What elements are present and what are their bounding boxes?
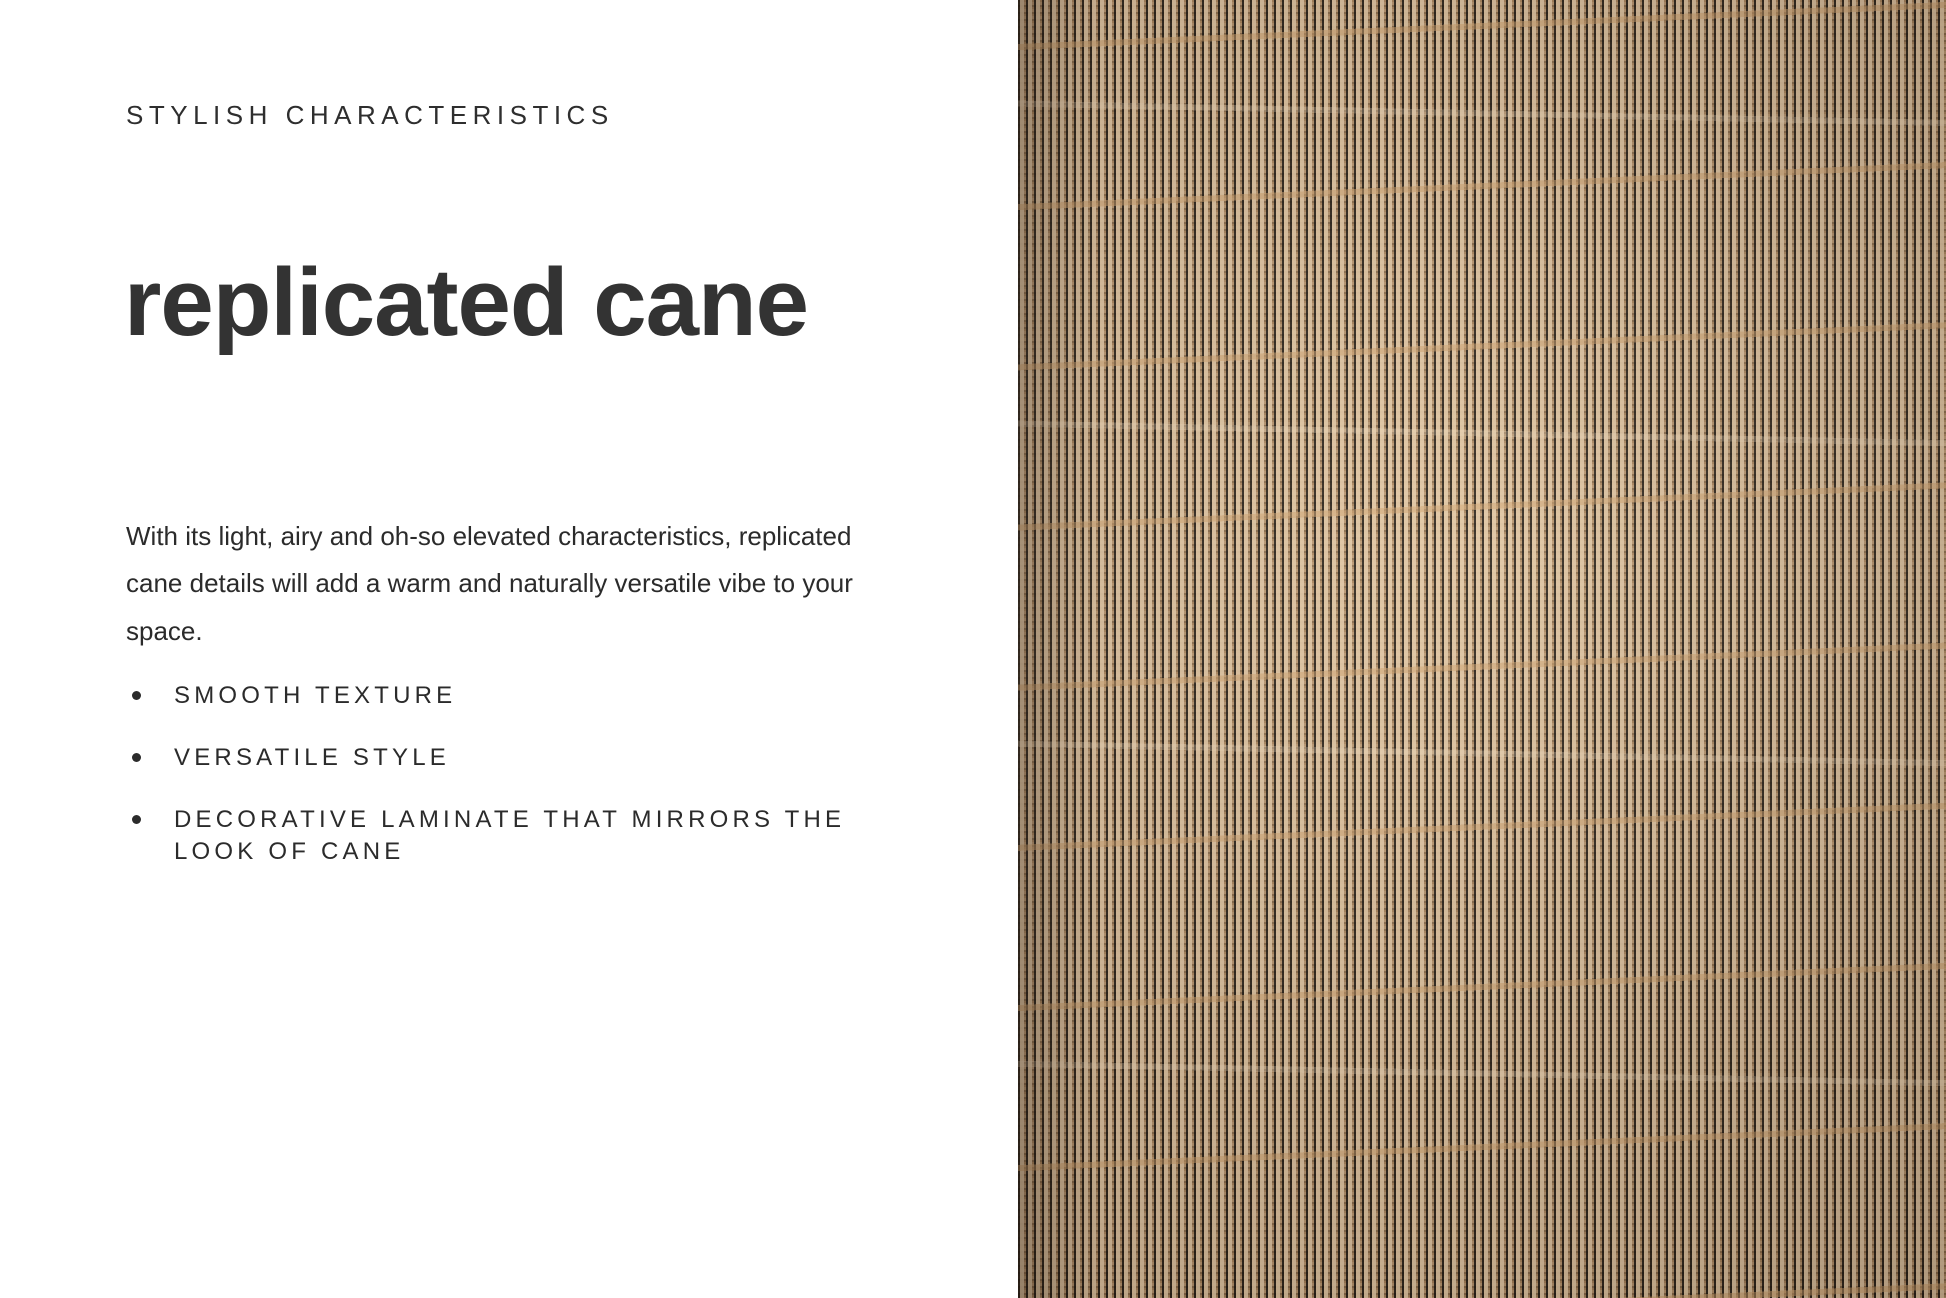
page-title: replicated cane <box>124 249 808 357</box>
eyebrow-label: STYLISH CHARACTERISTICS <box>126 100 614 130</box>
bullet-icon <box>132 815 141 824</box>
woven-cane-texture-photo <box>1018 0 1946 1298</box>
list-item <box>126 680 926 712</box>
feature-list <box>126 680 926 899</box>
list-item-label: VERSATILE STYLE <box>174 744 450 772</box>
list-item <box>126 742 926 774</box>
bullet-icon <box>132 691 141 700</box>
weave-pattern <box>1018 0 1946 1298</box>
list-item <box>126 804 926 868</box>
bullet-icon <box>132 753 141 762</box>
list-item-label: DECORATIVE LAMINATE THAT MIRRORS THE LOOK OF CANE <box>174 806 846 866</box>
list-item-label: SMOOTH TEXTURE <box>174 682 457 709</box>
body-paragraph: With its light, airy and oh-so elevated characteristics, replicated cane details will add a warm and naturally versatile vibe to your space. <box>126 521 853 646</box>
